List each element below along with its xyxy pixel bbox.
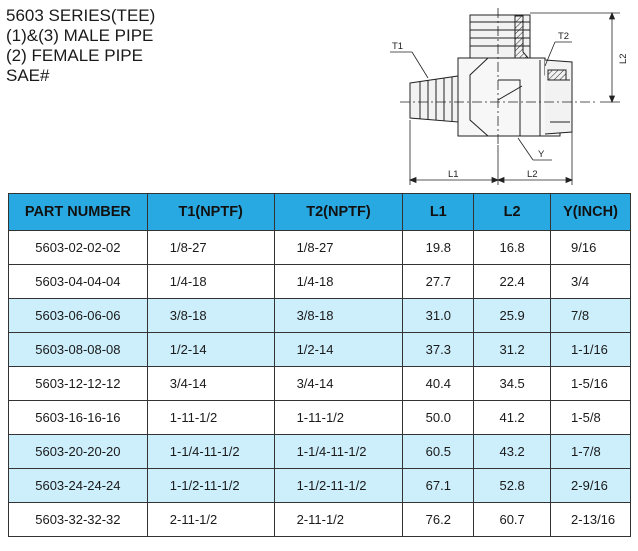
header-t2: T2(NPTF) bbox=[274, 194, 403, 231]
cell-y: 1-5/16 bbox=[551, 367, 631, 401]
label-t2: T2 bbox=[558, 31, 570, 42]
cell-t2: 3/8-18 bbox=[274, 299, 403, 333]
cell-l2: 25.9 bbox=[474, 299, 551, 333]
cell-part-number: 5603-32-32-32 bbox=[9, 503, 148, 537]
label-l2-vertical: L2 bbox=[618, 53, 629, 64]
series-line-sae: SAE# bbox=[6, 66, 50, 85]
tee-body bbox=[458, 58, 560, 136]
cell-l1: 27.7 bbox=[403, 265, 474, 299]
cell-part-number: 5603-24-24-24 bbox=[9, 469, 148, 503]
cell-t1: 2-11-1/2 bbox=[147, 503, 274, 537]
cell-t2: 1/8-27 bbox=[274, 231, 403, 265]
cell-l2: 22.4 bbox=[474, 265, 551, 299]
cell-part-number: 5603-04-04-04 bbox=[9, 265, 148, 299]
cell-l2: 34.5 bbox=[474, 367, 551, 401]
cell-t2: 1-1/4-11-1/2 bbox=[274, 435, 403, 469]
table-row bbox=[9, 503, 631, 537]
cell-t2: 1/4-18 bbox=[274, 265, 403, 299]
cell-y: 1-1/16 bbox=[551, 333, 631, 367]
table-row bbox=[9, 469, 631, 503]
header-part-number: PART NUMBER bbox=[9, 194, 148, 231]
header-l2: L2 bbox=[474, 194, 551, 231]
cell-t1: 1-11-1/2 bbox=[147, 401, 274, 435]
header-t1: T1(NPTF) bbox=[147, 194, 274, 231]
table-row bbox=[9, 367, 631, 401]
cell-t1: 1/8-27 bbox=[147, 231, 274, 265]
cell-y: 2-9/16 bbox=[551, 469, 631, 503]
series-title: 5603 SERIES(TEE) bbox=[6, 6, 156, 25]
table-row bbox=[9, 265, 631, 299]
table-row bbox=[9, 231, 631, 265]
cell-l1: 40.4 bbox=[403, 367, 474, 401]
specification-table bbox=[8, 193, 631, 537]
cell-l2: 52.8 bbox=[474, 469, 551, 503]
cell-t1: 3/4-14 bbox=[147, 367, 274, 401]
tee-fitting-drawing bbox=[380, 0, 638, 190]
label-l1: L1 bbox=[448, 169, 459, 180]
header-y: Y(INCH) bbox=[551, 194, 631, 231]
cell-part-number: 5603-08-08-08 bbox=[9, 333, 148, 367]
label-t1: T1 bbox=[392, 41, 404, 52]
cell-t1: 3/8-18 bbox=[147, 299, 274, 333]
cell-l1: 67.1 bbox=[403, 469, 474, 503]
cell-l1: 19.8 bbox=[403, 231, 474, 265]
cell-part-number: 5603-02-02-02 bbox=[9, 231, 148, 265]
cell-y: 3/4 bbox=[551, 265, 631, 299]
table-row bbox=[9, 299, 631, 333]
cell-l1: 60.5 bbox=[403, 435, 474, 469]
cell-t2: 2-11-1/2 bbox=[274, 503, 403, 537]
table-row bbox=[9, 401, 631, 435]
cell-l1: 31.0 bbox=[403, 299, 474, 333]
cell-y: 2-13/16 bbox=[551, 503, 631, 537]
series-line-male-pipe: (1)&(3) MALE PIPE bbox=[6, 26, 154, 45]
cell-l2: 31.2 bbox=[474, 333, 551, 367]
cell-y: 7/8 bbox=[551, 299, 631, 333]
cell-t1: 1/4-18 bbox=[147, 265, 274, 299]
cell-part-number: 5603-20-20-20 bbox=[9, 435, 148, 469]
cell-l2: 16.8 bbox=[474, 231, 551, 265]
cell-part-number: 5603-06-06-06 bbox=[9, 299, 148, 333]
table-row bbox=[9, 435, 631, 469]
cell-y: 9/16 bbox=[551, 231, 631, 265]
series-description bbox=[6, 6, 155, 86]
series-line-female-pipe: (2) FEMALE PIPE bbox=[6, 46, 143, 65]
table-header-row bbox=[9, 194, 631, 231]
label-y: Y bbox=[538, 149, 545, 160]
cell-t2: 1/2-14 bbox=[274, 333, 403, 367]
cell-l2: 43.2 bbox=[474, 435, 551, 469]
cell-t2: 1-1/2-11-1/2 bbox=[274, 469, 403, 503]
cell-y: 1-7/8 bbox=[551, 435, 631, 469]
cell-l1: 50.0 bbox=[403, 401, 474, 435]
cell-t2: 3/4-14 bbox=[274, 367, 403, 401]
cell-t1: 1-1/4-11-1/2 bbox=[147, 435, 274, 469]
cell-part-number: 5603-16-16-16 bbox=[9, 401, 148, 435]
cell-part-number: 5603-12-12-12 bbox=[9, 367, 148, 401]
table-row bbox=[9, 333, 631, 367]
cell-t2: 1-11-1/2 bbox=[274, 401, 403, 435]
cell-l1: 37.3 bbox=[403, 333, 474, 367]
cell-y: 1-5/8 bbox=[551, 401, 631, 435]
cell-t1: 1/2-14 bbox=[147, 333, 274, 367]
cell-l2: 41.2 bbox=[474, 401, 551, 435]
cell-l1: 76.2 bbox=[403, 503, 474, 537]
left-male-branch bbox=[410, 76, 458, 122]
cell-l2: 60.7 bbox=[474, 503, 551, 537]
label-l2: L2 bbox=[527, 169, 538, 180]
header-l1: L1 bbox=[403, 194, 474, 231]
cell-t1: 1-1/2-11-1/2 bbox=[147, 469, 274, 503]
